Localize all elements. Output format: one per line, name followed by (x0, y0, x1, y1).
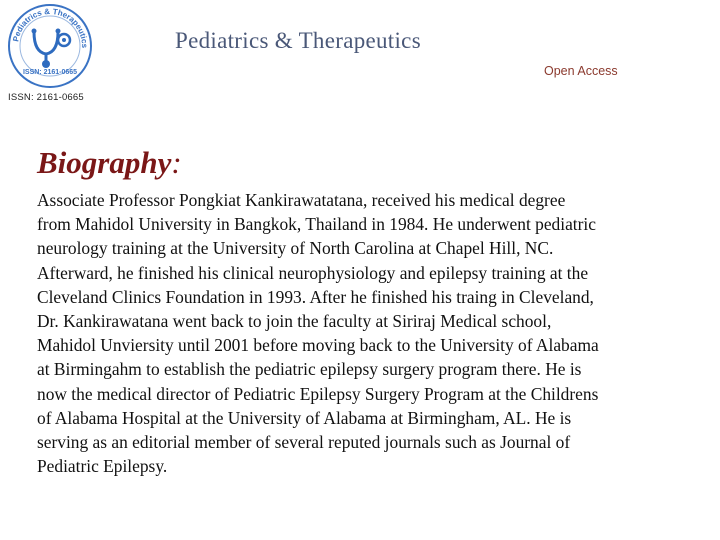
biography-line: neurology training at the University of North Carolina at Chapel Hill, NC. (37, 238, 554, 259)
biography-line: from Mahidol University in Bangkok, Thailand in 1984. He underwent pediatric (37, 214, 596, 235)
biography-heading-colon: : (171, 145, 182, 180)
logo-issn-text: ISSN: 2161-0665 (22, 69, 78, 76)
logo-ring-text: Pediatrics & Therapeutics (11, 6, 90, 49)
open-access-label: Open Access (544, 64, 618, 78)
biography-line: Cleveland Clinics Foundation in 1993. After he finished his traing in Cleveland, (37, 286, 594, 307)
biography-line: at Birmingahm to establish the pediatric epilepsy surgery program there. He is (37, 359, 582, 380)
biography-line: Associate Professor Pongkiat Kankirawatatana, received his medical degree (37, 190, 566, 210)
biography-heading (37, 145, 182, 181)
issn-label: ISSN: 2161-0665 (8, 92, 84, 103)
logo-seal (4, 2, 96, 90)
biography-line: Dr. Kankirawatana went back to join the faculty at Siriraj Medical school, (37, 311, 552, 332)
biography-line: Pediatric Epilepsy. (37, 456, 168, 477)
biography-text (37, 188, 709, 478)
journal-logo (4, 2, 96, 90)
journal-title: Pediatrics & Therapeutics (175, 28, 421, 53)
biography-line: of Alabama Hospital at the University of Alabama at Birmingham, AL. He is (37, 407, 572, 428)
biography-line: now the medical director of Pediatric Epilepsy Surgery Program at the Childrens (37, 383, 599, 404)
biography-line: serving as an editorial member of several reputed journals such as Journal of (37, 432, 571, 453)
biography-line: Afterward, he finished his clinical neurophysiology and epilepsy training at the (37, 262, 589, 283)
biography-heading-text: Biography (37, 145, 172, 180)
biography-line: Mahidol Unviersity until 2001 before moving back to the University of Alabama (37, 335, 599, 356)
